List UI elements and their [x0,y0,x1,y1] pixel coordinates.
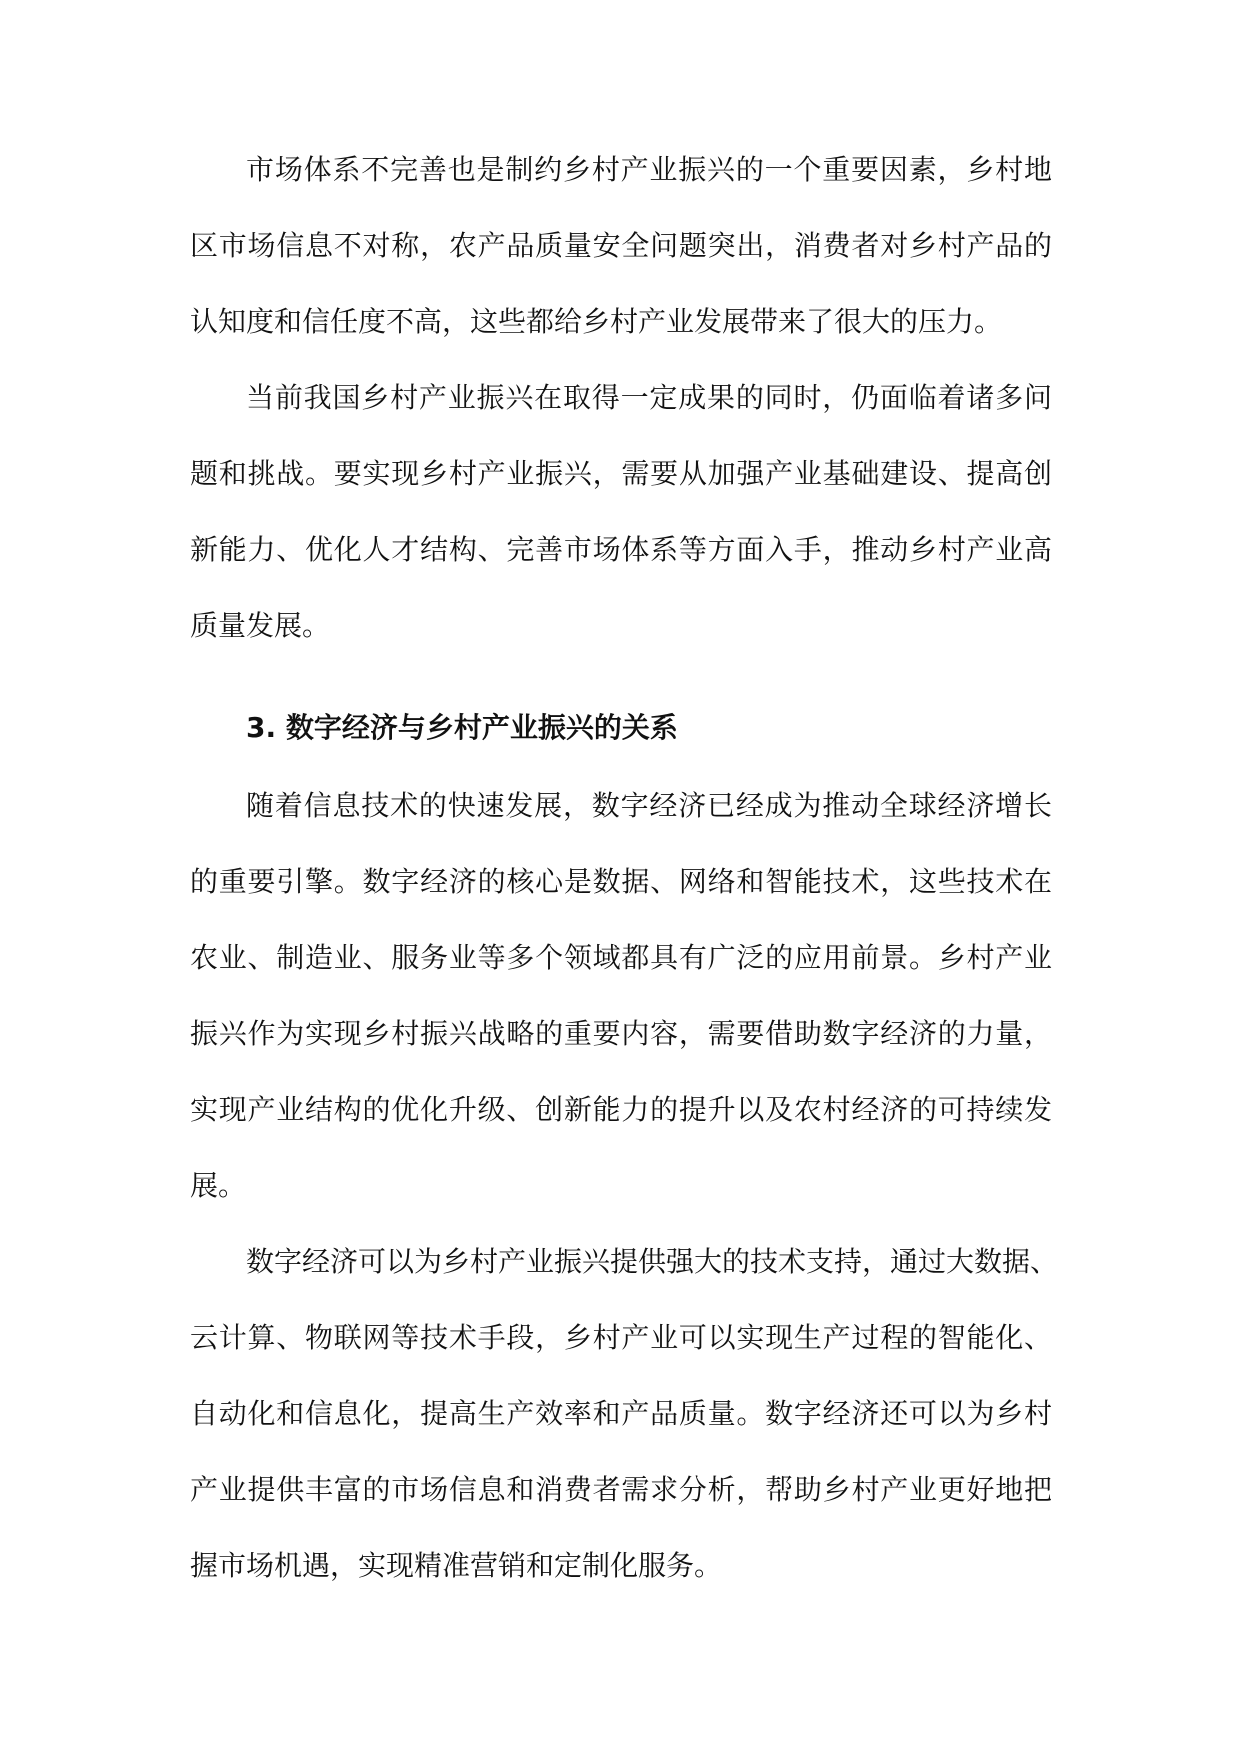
paragraph-3-line-3: 农业、制造业、服务业等多个领域都具有广泛的应用前景。乡村产业 [190,941,1052,974]
paragraph-3-line-1: 随着信息技术的快速发展，数字经济已经成为推动全球经济增长 [246,789,1052,822]
paragraph-3-line-2: 的重要引擎。数字经济的核心是数据、网络和智能技术，这些技术在 [190,865,1052,898]
paragraph-2-line-2: 题和挑战。要实现乡村产业振兴，需要从加强产业基础建设、提高创 [190,457,1052,490]
paragraph-4-line-3: 自动化和信息化，提高生产效率和产品质量。数字经济还可以为乡村 [190,1397,1052,1430]
paragraph-2-line-4: 质量发展。 [190,609,331,642]
paragraph-4-line-4: 产业提供丰富的市场信息和消费者需求分析，帮助乡村产业更好地把 [190,1473,1052,1506]
section-heading: 3. 数字经济与乡村产业振兴的关系 [246,711,678,744]
paragraph-3-line-5: 实现产业结构的优化升级、创新能力的提升以及农村经济的可持续发 [190,1093,1052,1126]
paragraph-1-line-2: 区市场信息不对称，农产品质量安全问题突出，消费者对乡村产品的 [190,229,1052,262]
paragraph-1-line-3: 认知度和信任度不高，这些都给乡村产业发展带来了很大的压力。 [190,305,1003,338]
paragraph-3-line-4: 振兴作为实现乡村振兴战略的重要内容，需要借助数字经济的力量， [190,1017,1052,1050]
paragraph-2-line-1: 当前我国乡村产业振兴在取得一定成果的同时，仍面临着诸多问 [246,381,1052,414]
paragraph-1-line-1: 市场体系不完善也是制约乡村产业振兴的一个重要因素，乡村地 [246,153,1052,186]
paragraph-2-line-3: 新能力、优化人才结构、完善市场体系等方面入手，推动乡村产业高 [190,533,1052,566]
paragraph-4-line-5: 握市场机遇，实现精准营销和定制化服务。 [190,1549,723,1582]
paragraph-4-line-2: 云计算、物联网等技术手段，乡村产业可以实现生产过程的智能化、 [190,1321,1052,1354]
paragraph-4-line-1: 数字经济可以为乡村产业振兴提供强大的技术支持，通过大数据、 [246,1245,1059,1278]
paragraph-3-line-6: 展。 [190,1169,247,1202]
